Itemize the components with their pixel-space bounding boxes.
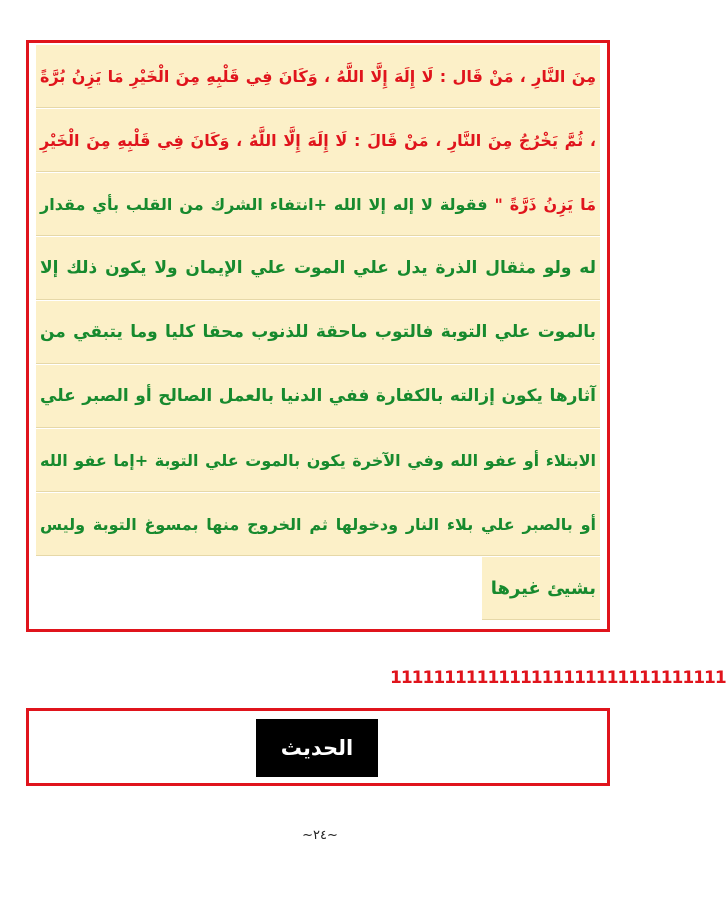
text-line — [36, 429, 600, 492]
text-segment: مَا يَزِنُ ذَرَّةً " — [487, 195, 597, 214]
text-line — [36, 173, 600, 236]
text-line — [36, 301, 600, 364]
text-segment: وَكَانَ فِي قَلْبِهِ مِنَ الْخَيْرِ مَا يَزِنُ بُرَّةً — [40, 67, 318, 86]
text-segment: ، ثُمَّ يَخْرُجُ مِنَ النَّارِ ، مَنْ قَالَ : لَا إِلَهَ إِلَّا اللَّهُ ، وَكَانَ فِي قَلْبِهِ مِنَ الْخَيْرِ — [40, 131, 596, 150]
text-line — [36, 109, 600, 172]
section-title: الحديث الثامن — [256, 719, 378, 777]
text-line — [36, 45, 600, 108]
text-line — [36, 493, 600, 556]
text-line — [36, 237, 600, 300]
text-line — [36, 365, 600, 428]
text-segment: آثارها يكون إزالته بالكفارة ففي الدنيا بالعمل الصالح أو الصبر علي — [40, 386, 596, 406]
text-segment: الابتلاء أو عفو الله وفي الآخرة يكون بالموت علي التوبة +إما عفو الله — [40, 451, 596, 470]
text-segment: أو بالصبر علي بلاء النار ودخولها ثم الخروج منها بمسوغ التوبة وليس — [40, 515, 596, 534]
page-number: ~٢٤~ — [302, 828, 338, 843]
text-segment: بالموت علي التوبة فالتوب ماحقة للذنوب محقا كليا وما يتبقي من — [40, 322, 596, 342]
text-frame — [26, 40, 610, 632]
text-segment: بشيئ غيرها — [490, 578, 596, 599]
separator-ones: 1111111111111111111111111111111 — [390, 668, 726, 688]
section-title-frame — [26, 708, 610, 818]
text-line — [482, 557, 600, 620]
text-segment: له ولو مثقال الذرة يدل علي الموت علي الإيمان ولا يكون ذلك إلا — [40, 258, 596, 278]
empty-area — [36, 561, 494, 624]
text-segment: فقولة لا إله إلا الله +انتفاء الشرك من القلب بأي مقدار — [40, 195, 488, 214]
text-segment: مِنَ النَّارِ ، مَنْ قَال : لَا إِلَهَ إِلَّا اللَّهُ ، — [317, 67, 597, 86]
